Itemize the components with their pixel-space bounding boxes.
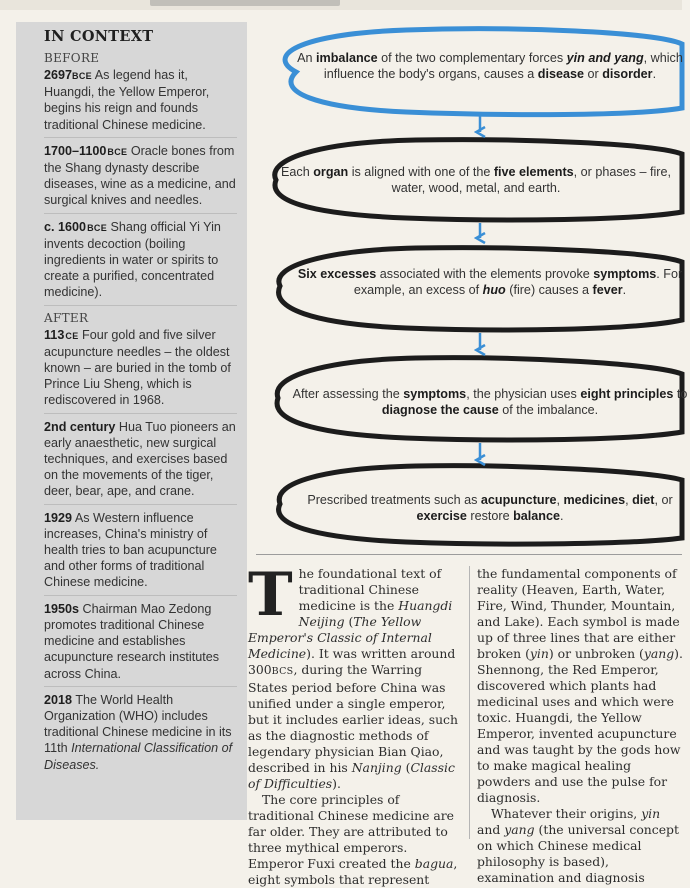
stage-text-1: An imbalance of the two complementary forces yin and yang, which influence the body's organs, causes a disease or disorder.	[297, 51, 683, 81]
after-label: AFTER	[44, 310, 89, 325]
running-header	[0, 0, 682, 10]
timeline-entry: c. 1600 BCE Shang official Yi Yin invents decoction (boiling ingredients in water or spirits to create a purified, concentrated medicine).	[44, 219, 221, 300]
divider	[44, 137, 237, 138]
paragraph: the fundamental components of reality (Heaven, Earth, Water, Fire, Wind, Thunder, Mountain, and Lake). Each symbol is made up of three lines that are either broken (yin) or unbroken (yang). Shennong, the Red Emperor, discovered which plants had medicinal uses and which were toxic. Huangdi, the Yellow Emperor, invented acupuncture and was taught by the gods how to make magical healing powders and use the pulse for diagnosis.	[477, 566, 683, 805]
paragraph: The core principles of traditional Chinese medicine are far older. They are attributed to three mythical emperors. Emperor Fuxi created the bagua, eight symbols that represent	[248, 792, 458, 887]
timeline-entry: 113 CE Four gold and five silver acupuncture needles – the oldest known – are buried in the tomb of Prince Liu Sheng, which is rediscovered in 1968.	[44, 327, 231, 408]
paragraph: Whatever their origins, yin and yang (the universal concept on which Chinese medical philosophy is based), examination and diagnosis	[477, 806, 679, 885]
stage-text-5: Prescribed treatments such as acupuncture, medicines, diet, or exercise restore balance.	[307, 493, 673, 523]
diagnosis-flowchart	[256, 20, 688, 540]
section-rule	[256, 554, 682, 555]
timeline-entry: 2nd century Hua Tuo pioneers an early anaesthetic, new surgical techniques, and exercises based on the movements of the tiger, deer, bear, ape, and crane.	[44, 419, 236, 499]
divider	[44, 413, 237, 414]
timeline-entry: 2697BCE As legend has it, Huangdi, the Yellow Emperor, begins his reign and founds traditional Chinese medicine.	[44, 68, 210, 132]
stage-text-2: Each organ is aligned with one of the five elements, or phases – fire, water, wood, metal, and earth.	[281, 165, 671, 195]
timeline-entry: 1929 As Western influence increases, China's ministry of health tries to ban acupuncture and other forms of traditional Chinese medicine.	[44, 510, 217, 590]
sidebar-heading: IN CONTEXT	[44, 28, 154, 45]
timeline-entry: 2018 The World Health Organization (WHO) includes traditional Chinese medicine in its 11th International Classification of Diseases.	[44, 692, 233, 772]
column-rule	[469, 566, 470, 839]
divider	[44, 504, 237, 505]
running-header-title	[150, 0, 340, 6]
body-column-2	[477, 566, 687, 886]
body-column-1	[248, 560, 464, 888]
stage-text-4: After assessing the symptoms, the physician uses eight principles to diagnose the cause of the imbalance.	[292, 387, 688, 417]
divider	[44, 213, 237, 214]
drop-cap: T	[248, 560, 293, 630]
paragraph: The foundational text of traditional Chinese medicine is the Huangdi Neijing (The Yellow Emperor's Classic of Internal Medicine). It was written around 300BCS, during the Warring States period before China was unified under a single emperor, but it includes earlier ideas, such as the diagnostic methods of legendary physician Bian Qiao, described in his Nanjing (Classic of Difficulties).	[248, 560, 458, 791]
divider	[44, 305, 237, 306]
before-label: BEFORE	[44, 51, 100, 65]
divider	[44, 686, 237, 687]
divider	[44, 595, 237, 596]
stage-text-3: Six excesses associated with the elements provoke symptoms. For example, an excess of huo (fire) causes a fever.	[297, 267, 683, 297]
timeline-entry: 1950s Chairman Mao Zedong promotes traditional Chinese medicine and establishes acupuncture research institutes across China.	[44, 601, 220, 681]
timeline-entry: 1700–1100 BCE Oracle bones from the Shang dynasty describe diseases, wine as a medicine, and surgical knives and needles.	[44, 143, 236, 208]
in-context-sidebar	[16, 22, 247, 820]
